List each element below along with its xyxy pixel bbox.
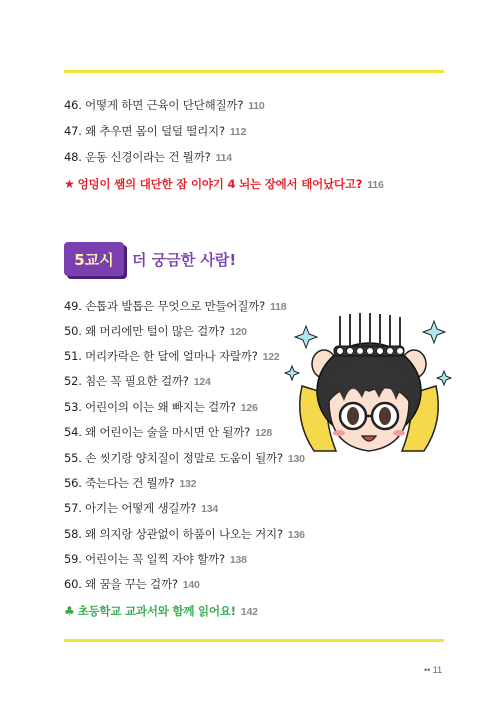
toc-item-50[interactable] bbox=[64, 323, 247, 339]
toc-item-page: 116 bbox=[367, 179, 384, 191]
toc-item-49[interactable] bbox=[64, 298, 286, 314]
toc-item-page: 138 bbox=[229, 554, 247, 566]
toc-item-page: 122 bbox=[262, 351, 280, 363]
toc-item-page: 118 bbox=[270, 301, 287, 313]
toc-item-59[interactable] bbox=[64, 551, 247, 567]
toc-item-56[interactable] bbox=[64, 475, 196, 491]
toc-item-page: 112 bbox=[229, 126, 247, 138]
toc-item-page: 114 bbox=[215, 152, 232, 164]
toc-item-title: 46. 어떻게 하면 근육이 단단해질까? bbox=[64, 98, 244, 112]
toc-item-page: 128 bbox=[255, 427, 273, 439]
bottom-divider bbox=[64, 639, 444, 642]
toc-item-title: 58. 왜 의지랑 상관없이 하품이 나오는 거지? bbox=[64, 527, 283, 541]
toc-item-title: 48. 운동 신경이라는 건 뭘까? bbox=[64, 150, 211, 164]
toc-item-page: 130 bbox=[287, 453, 305, 465]
toc-item-57[interactable] bbox=[64, 500, 218, 516]
chapter-title: 더 궁금한 사람! bbox=[132, 251, 237, 269]
toc-item-title: 60. 왜 꿈을 꾸는 걸까? bbox=[64, 577, 178, 591]
toc-item-page: 124 bbox=[193, 376, 211, 388]
toc-item-title: 54. 왜 어린이는 술을 마시면 안 될까? bbox=[64, 425, 251, 439]
page-number: •• 11 bbox=[424, 665, 443, 675]
special-story-subtitle: 뇌는 장에서 태어났다고? bbox=[239, 177, 363, 191]
toc-item-title: 52. 침은 꼭 필요한 걸까? bbox=[64, 374, 189, 388]
special-story-title: 엉덩이 쌤의 대단한 잠 이야기 4 bbox=[77, 177, 236, 191]
toc-item-48[interactable] bbox=[64, 149, 232, 165]
toc-item-title: 57. 아기는 어떻게 생길까? bbox=[64, 501, 197, 515]
toc-item-page: 126 bbox=[240, 402, 258, 414]
chapter-badge bbox=[64, 242, 124, 276]
toc-special-story[interactable] bbox=[64, 176, 384, 192]
toc-item-60[interactable] bbox=[64, 576, 200, 592]
toc-item-page: 140 bbox=[182, 579, 200, 591]
toc-item-page: 136 bbox=[287, 529, 305, 541]
toc-item-page: 120 bbox=[229, 326, 247, 338]
textbook-title: 초등학교 교과서와 함께 읽어요! bbox=[77, 604, 236, 618]
toc-item-page: 110 bbox=[248, 100, 265, 112]
clover-icon: ♣ bbox=[64, 604, 75, 618]
toc-item-page: 142 bbox=[240, 606, 258, 618]
toc-item-51[interactable] bbox=[64, 348, 280, 364]
chapter-badge-label: 5교시 bbox=[74, 250, 114, 269]
toc-item-title: 49. 손톱과 발톱은 무엇으로 만들어질까? bbox=[64, 299, 266, 313]
toc-item-title: 59. 어린이는 꼭 일찍 자야 할까? bbox=[64, 552, 225, 566]
toc-item-page: 134 bbox=[201, 503, 219, 515]
top-divider bbox=[64, 70, 444, 73]
toc-item-55[interactable] bbox=[64, 450, 305, 466]
toc-item-47[interactable] bbox=[64, 123, 246, 139]
toc-item-54[interactable] bbox=[64, 424, 272, 440]
toc-item-46[interactable] bbox=[64, 97, 265, 113]
star-icon: ★ bbox=[64, 177, 75, 191]
girl-hair-illustration bbox=[284, 306, 454, 456]
toc-item-58[interactable] bbox=[64, 526, 305, 542]
toc-item-title: 47. 왜 추우면 몸이 덜덜 떨리지? bbox=[64, 124, 225, 138]
toc-item-page: 132 bbox=[179, 478, 197, 490]
toc-item-52[interactable] bbox=[64, 373, 211, 389]
toc-item-title: 55. 손 씻기랑 양치질이 정말로 도움이 될까? bbox=[64, 451, 283, 465]
toc-item-title: 50. 왜 머리에만 털이 많은 걸까? bbox=[64, 324, 225, 338]
toc-item-title: 53. 어린이의 이는 왜 빠지는 걸까? bbox=[64, 400, 236, 414]
toc-item-53[interactable] bbox=[64, 399, 258, 415]
toc-item-title: 51. 머리카락은 한 달에 얼마나 자랄까? bbox=[64, 349, 258, 363]
toc-textbook[interactable] bbox=[64, 603, 258, 619]
toc-item-title: 56. 죽는다는 건 뭘까? bbox=[64, 476, 175, 490]
